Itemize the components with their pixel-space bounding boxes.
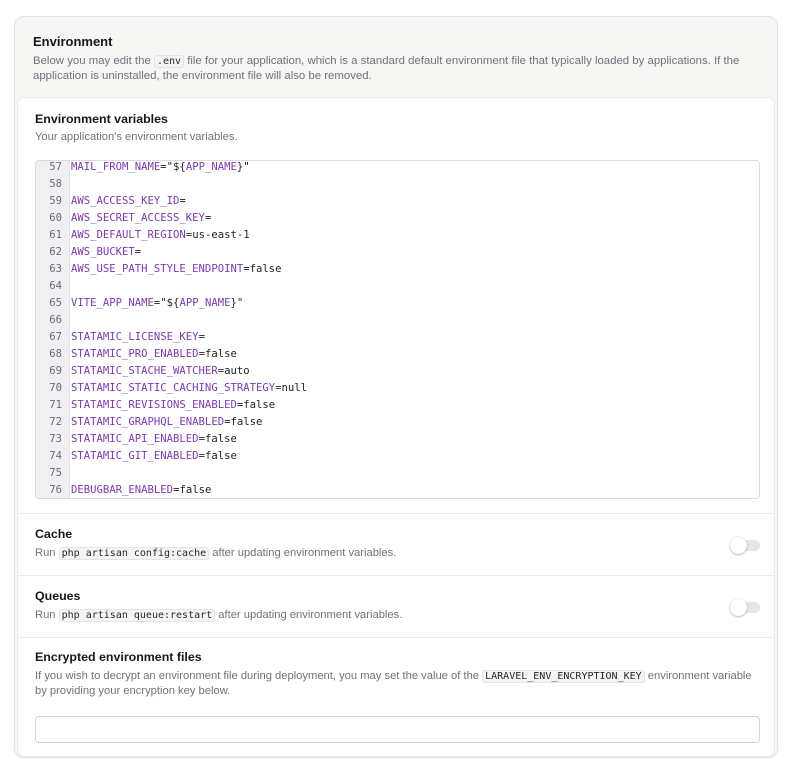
editor-line[interactable] — [36, 482, 759, 499]
env-file-code: .env — [154, 55, 184, 68]
line-number: 58 — [49, 178, 62, 190]
env-operator: = — [179, 195, 186, 207]
cache-title: Cache — [35, 527, 73, 541]
line-code — [71, 261, 282, 278]
line-number: 68 — [49, 348, 62, 360]
env-value: false — [179, 484, 212, 496]
line-number: 66 — [49, 314, 62, 326]
editor-line[interactable] — [36, 380, 759, 397]
env-operator: = — [204, 212, 212, 224]
editor-line[interactable] — [36, 312, 759, 329]
line-code — [71, 414, 262, 431]
env-value: false — [230, 416, 263, 428]
env-variables-title: Environment variables — [35, 112, 168, 126]
encryption-key-input[interactable] — [35, 716, 760, 743]
cache-section — [18, 514, 775, 576]
environment-settings-panel — [17, 97, 775, 757]
editor-line[interactable] — [36, 397, 759, 414]
line-code — [71, 482, 211, 499]
env-key: VITE_APP_NAME — [71, 297, 154, 309]
env-value: false — [243, 399, 276, 411]
editor-line[interactable] — [36, 448, 759, 465]
line-code — [71, 193, 186, 210]
line-code — [71, 448, 237, 465]
env-operator: = — [198, 450, 205, 462]
editor-line[interactable] — [36, 465, 759, 482]
editor-line[interactable] — [36, 329, 759, 346]
line-number: 61 — [49, 229, 62, 241]
editor-line[interactable] — [36, 414, 759, 431]
env-key: STATAMIC_GRAPHQL_ENABLED — [71, 416, 225, 428]
line-code — [71, 346, 237, 363]
env-operator: = — [217, 365, 225, 377]
cache-description: Run php artisan config:cache after updating environment variables. — [35, 547, 397, 559]
line-number: 75 — [49, 467, 62, 479]
env-operator: = — [236, 399, 244, 411]
env-value: null — [281, 382, 308, 394]
editor-line[interactable] — [36, 295, 759, 312]
editor-line[interactable] — [36, 278, 759, 295]
env-value: false — [204, 348, 237, 360]
env-operator: = — [185, 229, 193, 241]
line-number: 65 — [49, 297, 62, 309]
env-key: AWS_ACCESS_KEY_ID — [71, 195, 180, 207]
editor-line[interactable] — [36, 160, 759, 176]
env-operator: = — [173, 484, 180, 496]
line-number: 72 — [49, 416, 62, 428]
line-number: 71 — [49, 399, 62, 411]
queue-restart-command: php artisan queue:restart — [59, 609, 216, 622]
env-key: AWS_DEFAULT_REGION — [71, 229, 186, 241]
environment-header — [33, 34, 763, 84]
environment-description: Below you may edit the .env file for your application, which is a standard default environment file that typically loaded by applications. If the application is uninstalled, the environment file will also be removed. — [33, 55, 740, 82]
env-key: STATAMIC_API_ENABLED — [71, 433, 199, 445]
env-key: DEBUGBAR_ENABLED — [71, 484, 174, 496]
env-operator: = — [198, 348, 205, 360]
line-number: 74 — [49, 450, 62, 462]
cache-toggle-knob — [730, 537, 747, 554]
line-number: 59 — [49, 195, 62, 207]
env-code-editor[interactable] — [35, 160, 760, 499]
env-value: }" — [236, 161, 250, 173]
line-number: 60 — [49, 212, 62, 224]
queues-toggle[interactable] — [732, 602, 760, 613]
encrypted-env-description: If you wish to decrypt an environment file during deployment, you may set the value of the LARAVEL_ENV_ENCRYPTION_KEY environment variable by providing your encryption key below. — [35, 670, 752, 697]
env-key: STATAMIC_REVISIONS_ENABLED — [71, 399, 237, 411]
line-number: 64 — [49, 280, 62, 292]
encrypted-env-title: Encrypted environment files — [35, 650, 202, 664]
env-operator: = — [243, 263, 250, 275]
env-key: STATAMIC_LICENSE_KEY — [71, 331, 199, 343]
line-code — [71, 380, 307, 397]
editor-line[interactable] — [36, 210, 759, 227]
encryption-key-var-code: LARAVEL_ENV_ENCRYPTION_KEY — [482, 670, 645, 683]
env-interpolated-key: APP_NAME — [185, 161, 237, 173]
env-key: STATAMIC_STACHE_WATCHER — [71, 365, 218, 377]
cache-toggle[interactable] — [732, 540, 760, 551]
env-key: STATAMIC_STATIC_CACHING_STRATEGY — [71, 382, 276, 394]
env-operator: = — [198, 433, 205, 445]
line-code — [71, 363, 250, 380]
env-key: AWS_BUCKET — [71, 246, 135, 258]
line-number: 67 — [49, 331, 62, 343]
line-number: 69 — [49, 365, 62, 377]
editor-line[interactable] — [36, 363, 759, 380]
line-code — [71, 210, 211, 227]
env-operator: = — [275, 382, 282, 394]
editor-lines[interactable] — [36, 160, 759, 499]
line-number: 63 — [49, 263, 62, 275]
queues-toggle-knob — [730, 599, 747, 616]
editor-line[interactable] — [36, 346, 759, 363]
editor-line[interactable] — [36, 244, 759, 261]
line-code — [71, 160, 250, 176]
env-key: AWS_SECRET_ACCESS_KEY — [71, 212, 205, 224]
editor-line[interactable] — [36, 176, 759, 193]
env-value: false — [249, 263, 282, 275]
env-operator: ="${ — [160, 161, 186, 173]
environment-title: Environment — [33, 34, 113, 49]
line-number: 70 — [49, 382, 62, 394]
env-value: auto — [224, 365, 250, 377]
line-code — [71, 329, 205, 346]
env-operator: = — [134, 246, 142, 258]
env-value: false — [204, 433, 237, 445]
line-number: 62 — [49, 246, 62, 258]
env-interpolated-key: APP_NAME — [179, 297, 231, 309]
env-value: us-east-1 — [192, 229, 250, 241]
env-variables-description: Your application's environment variables. — [35, 131, 238, 143]
env-key: AWS_USE_PATH_STYLE_ENDPOINT — [71, 263, 244, 275]
config-cache-command: php artisan config:cache — [59, 547, 210, 560]
env-operator: ="${ — [153, 297, 180, 309]
editor-line[interactable] — [36, 431, 759, 448]
line-number: 76 — [49, 484, 62, 496]
editor-line[interactable] — [36, 261, 759, 278]
env-value: }" — [230, 297, 244, 309]
line-code — [71, 295, 243, 312]
line-code — [71, 397, 275, 414]
line-number: 73 — [49, 433, 62, 445]
line-code — [71, 244, 141, 261]
env-operator: = — [198, 331, 205, 343]
editor-line[interactable] — [36, 193, 759, 210]
queues-section — [18, 576, 775, 638]
encrypted-env-section — [18, 638, 775, 757]
env-key: STATAMIC_PRO_ENABLED — [71, 348, 199, 360]
line-number: 57 — [49, 161, 62, 173]
line-code — [71, 227, 250, 244]
env-value: false — [204, 450, 237, 462]
line-code — [71, 431, 237, 448]
env-operator: = — [224, 416, 231, 428]
editor-line[interactable] — [36, 227, 759, 244]
env-variables-section — [18, 98, 775, 514]
environment-card — [14, 16, 778, 758]
env-key: STATAMIC_GIT_ENABLED — [71, 450, 199, 462]
queues-description: Run php artisan queue:restart after updating environment variables. — [35, 609, 403, 621]
queues-title: Queues — [35, 589, 81, 603]
env-key: MAIL_FROM_NAME — [71, 161, 161, 173]
